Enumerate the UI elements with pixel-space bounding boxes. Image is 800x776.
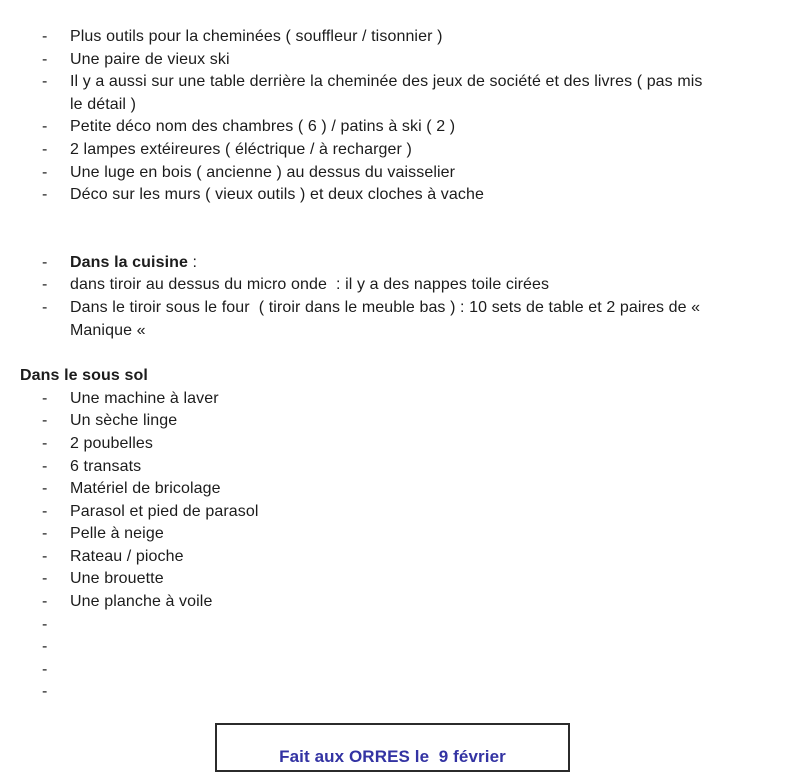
list-item-text (70, 501, 800, 524)
bullet-dash: - (42, 683, 48, 701)
text-line (70, 252, 800, 275)
bullet-dash: - (42, 593, 48, 611)
list-item (0, 162, 800, 185)
footer-box (215, 723, 570, 772)
section-basement (0, 388, 800, 704)
text-line: 2 poubelles (70, 434, 153, 452)
bullet-dash: - (42, 298, 48, 316)
text-line: Un sèche linge (70, 412, 178, 430)
list-item-text (70, 659, 800, 682)
bullet-dash: - (42, 638, 48, 656)
list-item (0, 274, 800, 297)
text-line: Matériel de bricolage (70, 480, 221, 498)
list-item (0, 456, 800, 479)
list-item-text (70, 681, 800, 704)
bullet-dash: - (42, 457, 48, 475)
bullet-dash: - (42, 389, 48, 407)
bullet-dash: - (42, 525, 48, 543)
text-line: Plus outils pour la cheminées ( souffleur / tisonnier ) (70, 28, 443, 45)
list-item (0, 568, 800, 591)
list-item (0, 501, 800, 524)
text-line: Manique « (70, 321, 146, 339)
list-item-text (70, 546, 800, 569)
list-item-text (70, 410, 800, 433)
list-item-text (70, 297, 800, 342)
section-heading-basement: Dans le sous sol (20, 367, 148, 385)
list-item-empty (0, 614, 800, 637)
list-item (0, 591, 800, 614)
bullet-dash: - (42, 28, 48, 45)
bullet-dash: - (42, 253, 48, 271)
text-line: Une brouette (70, 570, 164, 588)
list-item (0, 71, 800, 116)
bullet-dash: - (42, 480, 48, 498)
list-item-text (70, 591, 800, 614)
bullet-dash: - (42, 660, 48, 678)
text-line: Une luge en bois ( ancienne ) au dessus du vaisselier (70, 163, 456, 181)
text-line: Petite déco nom des chambres ( 6 ) / patins à ski ( 2 ) (70, 118, 456, 136)
list-item (0, 433, 800, 456)
list-item-text (70, 523, 800, 546)
kitchen-heading-colon: : (188, 253, 198, 271)
list-item-text (70, 456, 800, 479)
list-item-text (70, 568, 800, 591)
list-item-text (70, 614, 800, 637)
list-item (0, 523, 800, 546)
bullet-dash: - (42, 547, 48, 565)
bullet-dash: - (42, 570, 48, 588)
text-line: le détail ) (70, 95, 137, 113)
text-line: Une planche à voile (70, 593, 213, 611)
text-line (70, 681, 800, 704)
bullet-dash: - (42, 615, 48, 633)
list-item (0, 26, 800, 49)
bullet-dash: - (42, 163, 48, 181)
bullet-dash: - (42, 140, 48, 158)
bullet-dash: - (42, 73, 48, 91)
list-item (0, 410, 800, 433)
bullet-dash: - (42, 276, 48, 294)
text-line: 2 lampes extéireures ( éléctrique / à recharger ) (70, 140, 412, 158)
list-item-empty (0, 681, 800, 704)
text-line: dans tiroir au dessus du micro onde : il y a des nappes toile cirées (70, 276, 550, 294)
text-line: Rateau / pioche (70, 547, 184, 565)
bullet-dash: - (42, 118, 48, 136)
kitchen-heading: Dans la cuisine (70, 253, 188, 271)
list-item-text (70, 162, 800, 185)
text-line: Parasol et pied de parasol (70, 502, 259, 520)
text-line: 6 transats (70, 457, 142, 475)
text-line: Une machine à laver (70, 389, 219, 407)
bullet-dash: - (42, 412, 48, 430)
text-line: Pelle à neige (70, 525, 164, 543)
bullet-dash: - (42, 50, 48, 68)
section-kitchen (0, 252, 800, 342)
list-item-text (70, 26, 800, 49)
text-line: Il y a aussi sur une table derrière la cheminée des jeux de société et des livres ( pas mis (70, 73, 703, 91)
list-item-empty (0, 636, 800, 659)
footer-box-label: Fait aux ORRES le 9 février (279, 747, 506, 767)
bullet-dash: - (42, 186, 48, 204)
list-item-text (70, 433, 800, 456)
list-item (0, 49, 800, 72)
list-item (0, 139, 800, 162)
list-item-text (70, 478, 800, 501)
list-item (0, 184, 800, 207)
list-item (0, 297, 800, 342)
text-line (70, 636, 800, 659)
list-item (0, 478, 800, 501)
text-line (70, 614, 800, 637)
list-item-text (70, 71, 800, 116)
list-item-text (70, 49, 800, 72)
list-item-text (70, 139, 800, 162)
text-line: Dans le tiroir sous le four ( tiroir dans le meuble bas ) : 10 sets de table et 2 paires de « (70, 298, 701, 316)
list-item (0, 546, 800, 569)
list-item-text (70, 184, 800, 207)
list-item-text (70, 388, 800, 411)
list-item-text (70, 116, 800, 139)
text-line (70, 659, 800, 682)
text-line: Déco sur les murs ( vieux outils ) et deux cloches à vache (70, 186, 484, 204)
list-item-text (70, 274, 800, 297)
list-item-empty (0, 659, 800, 682)
list-item (0, 116, 800, 139)
bullet-dash: - (42, 502, 48, 520)
list-item-text (70, 252, 800, 275)
text-line: Une paire de vieux ski (70, 50, 230, 68)
list-item (0, 252, 800, 275)
list-item (0, 388, 800, 411)
section-living-room (0, 26, 800, 207)
list-item-text (70, 636, 800, 659)
bullet-dash: - (42, 434, 48, 452)
